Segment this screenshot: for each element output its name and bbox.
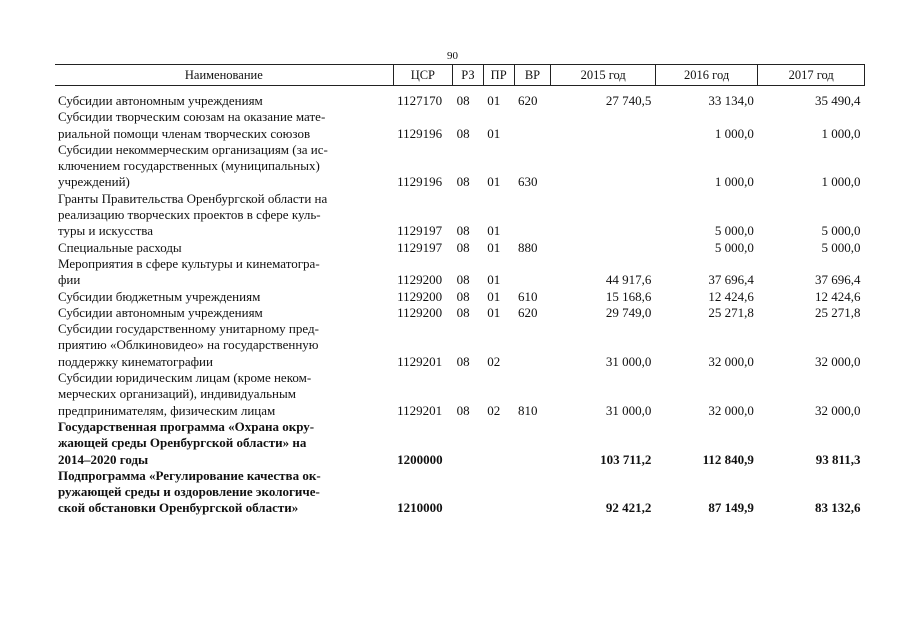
name-line: Субсидии некоммерческим организациям (за ис- [58,141,328,157]
cell-rz: 08 [456,93,470,108]
cell-2017: 32 000,0 [815,353,861,369]
name-line: риальной помощи членам творческих союзов [58,125,311,141]
name-line: Субсидии юридическим лицам (кроме неком- [58,370,312,386]
table-row [55,321,865,370]
cell-rz [453,468,484,517]
cell-name [55,256,393,289]
cell-2016: 33 134,0 [708,93,754,108]
cell-2015 [551,191,656,240]
cell-2016: 87 149,9 [708,500,754,516]
table-row [55,370,865,419]
cell-2015: 15 168,6 [605,288,652,304]
name-line: жающей среды Оренбургской области» на [58,435,307,451]
cell-pr: 01 [487,125,501,141]
name-line: Государственная программа «Охрана окру- [58,418,315,434]
cell-2015: 103 711,2 [600,451,652,467]
cell-vr: 620 [518,93,538,108]
name-line: Мероприятия в сфере культуры и кинематогра- [58,255,320,271]
cell-rz: 08 [456,239,470,255]
cell-pr: 01 [487,272,501,288]
table-header [55,65,865,86]
cell-rz: 08 [456,288,470,304]
header-pr: ПР [483,65,514,86]
cell-csr: 1129197 [397,223,443,239]
table-row [55,93,865,109]
name-line: ружающей среды и оздоровление экологиче- [58,484,320,500]
cell-csr: 1129196 [397,125,443,141]
cell-2016: 5 000,0 [714,239,754,255]
name-line: поддержку кинематографии [58,353,213,369]
cell-name [55,109,393,142]
cell-2017: 1 000,0 [821,174,861,190]
table-row [55,109,865,142]
cell-csr: 1129201 [397,353,443,369]
cell-csr: 1129200 [397,304,443,320]
name-line: Субсидии бюджетным учреждениям [58,288,261,304]
cell-2017: 93 811,3 [815,451,861,467]
table-body [55,86,865,517]
cell-csr: 1129200 [397,288,443,304]
table-row [55,305,865,321]
cell-rz: 08 [456,223,470,239]
cell-rz [453,419,484,468]
name-line: туры и искусства [58,223,154,239]
cell-name [55,289,393,305]
name-line: Субсидии автономным учреждениям [58,93,263,108]
name-line: Субсидии государственному унитарному пред- [58,321,319,337]
cell-pr: 01 [487,288,501,304]
cell-rz: 08 [456,125,470,141]
header-spacer [55,86,865,94]
cell-csr: 1129196 [397,174,443,190]
header-2016: 2016 год [655,65,757,86]
cell-name [55,468,393,517]
header-2017: 2017 год [758,65,865,86]
cell-name [55,321,393,370]
budget-table-container [55,64,865,517]
cell-2015: 31 000,0 [605,353,652,369]
cell-2016: 12 424,6 [708,288,754,304]
header-name: Наименование [55,65,393,86]
table-row [55,468,865,517]
name-line: Субсидии автономным учреждениям [58,304,263,320]
header-csr: ЦСР [393,65,452,86]
cell-2017: 1 000,0 [821,125,861,141]
cell-name [55,419,393,468]
name-line: мерческих организаций), индивидуальным [58,386,296,402]
cell-2015: 29 749,0 [605,304,652,320]
name-line: ской обстановки Оренбургской области» [58,500,299,516]
cell-rz: 08 [456,272,470,288]
cell-2015: 44 917,6 [605,272,652,288]
table-row [55,240,865,256]
cell-pr: 02 [487,353,501,369]
cell-vr [514,419,551,468]
cell-csr: 1129200 [397,272,443,288]
cell-name [55,370,393,419]
cell-2015: 92 421,2 [605,500,652,516]
cell-2017: 35 490,4 [815,93,861,108]
cell-pr: 02 [487,402,501,418]
cell-rz: 08 [456,304,470,320]
header-vr: ВР [514,65,551,86]
cell-csr: 1129197 [397,239,443,255]
cell-2016: 37 696,4 [708,272,754,288]
name-line: приятию «Облкиновидео» на государственную [58,337,319,353]
page-number: 90 [447,50,458,62]
table-row [55,191,865,240]
cell-vr [514,321,551,370]
cell-pr: 01 [487,93,501,108]
cell-rz: 08 [456,353,470,369]
cell-2015: 27 740,5 [605,93,652,108]
cell-csr: 1127170 [397,93,443,108]
cell-2017: 5 000,0 [821,239,861,255]
name-line: ключением государственных (муниципальных) [58,158,320,174]
cell-pr: 01 [487,304,501,320]
cell-vr [514,109,551,142]
cell-2015: 31 000,0 [605,402,652,418]
cell-name [55,142,393,191]
cell-2017: 83 132,6 [815,500,861,516]
name-line: Субсидии творческим союзам на оказание мате- [58,109,326,125]
table-row [55,142,865,191]
name-line: 2014–2020 годы [58,451,149,467]
cell-vr [514,468,551,517]
cell-name [55,305,393,321]
cell-rz: 08 [456,174,470,190]
cell-2015 [551,142,656,191]
cell-pr: 01 [487,239,501,255]
cell-2017: 12 424,6 [815,288,861,304]
cell-rz: 08 [456,402,470,418]
cell-vr: 630 [518,174,538,190]
cell-pr: 01 [487,223,501,239]
table-row [55,289,865,305]
cell-vr [514,191,551,240]
header-rz: РЗ [453,65,484,86]
cell-2016: 1 000,0 [714,125,754,141]
cell-2016: 32 000,0 [708,353,754,369]
cell-vr: 880 [518,239,538,255]
cell-vr: 620 [518,304,538,320]
name-line: предпринимателям, физическим лицам [58,402,276,418]
cell-csr: 1210000 [397,500,443,516]
cell-2016: 5 000,0 [714,223,754,239]
cell-2015 [551,240,656,256]
cell-vr: 610 [518,288,538,304]
cell-name [55,191,393,240]
cell-pr: 01 [487,174,501,190]
header-2015: 2015 год [551,65,656,86]
cell-2016: 1 000,0 [714,174,754,190]
cell-pr [483,419,514,468]
cell-2016: 112 840,9 [702,451,754,467]
cell-2017: 25 271,8 [815,304,861,320]
cell-2015 [551,109,656,142]
cell-name [55,93,393,109]
cell-vr: 810 [518,402,538,418]
table-row [55,419,865,468]
cell-vr [514,256,551,289]
cell-2017: 37 696,4 [815,272,861,288]
cell-2017: 5 000,0 [821,223,861,239]
name-line: учреждений) [58,174,130,190]
cell-csr: 1129201 [397,402,443,418]
cell-csr: 1200000 [397,451,443,467]
cell-2016: 32 000,0 [708,402,754,418]
cell-2016: 25 271,8 [708,304,754,320]
name-line: Специальные расходы [58,239,182,255]
name-line: Подпрограмма «Регулирование качества ок- [58,467,321,483]
cell-2017: 32 000,0 [815,402,861,418]
name-line: Гранты Правительства Оренбургской области на [58,190,328,206]
cell-pr [483,468,514,517]
table-row [55,256,865,289]
cell-name [55,240,393,256]
name-line: реализацию творческих проектов в сфере куль- [58,207,321,223]
name-line: фии [58,272,81,288]
budget-table [55,64,865,517]
